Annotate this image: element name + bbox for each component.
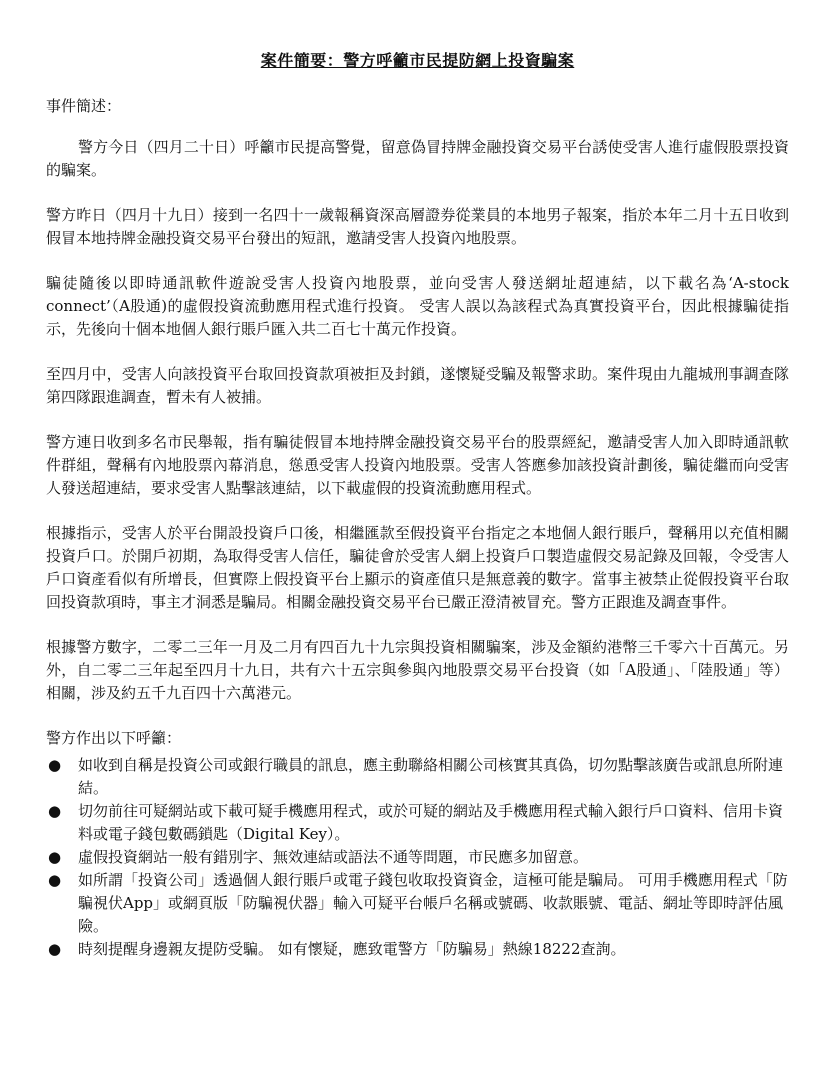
summary-label: 事件簡述： [46, 97, 122, 115]
bullet-icon: ● [48, 871, 62, 889]
appeal-item [46, 800, 789, 846]
appeal-text: 時刻提醒身邊親友提防受騙。 如有懷疑，應致電警方「防騙易」熱線18222查詢。 [78, 940, 626, 958]
appeal-text: 切勿前往可疑網站或下載可疑手機應用程式，或於可疑的網站及手機應用程式輸入銀行戶口資料、信用卡資料或電子錢包數碼鎖匙（Digital Key）。 [78, 802, 784, 843]
paragraph: 警方昨日（四月十九日）接到一名四十一歲報稱資深高層證券從業員的本地男子報案，指於本年二月十五日收到假冒本地持牌金融投資交易平台發出的短訊，邀請受害人投資內地股票。 [46, 206, 789, 247]
paragraph: 至四月中，受害人向該投資平台取回投資款項被拒及封鎖，遂懷疑受騙及報警求助。案件現由九龍城刑事調查隊第四隊跟進調查，暫未有人被捕。 [46, 365, 789, 406]
bullet-icon: ● [48, 848, 62, 866]
paragraph: 警方今日（四月二十日）呼籲市民提高警覺，留意偽冒持牌金融投資交易平台誘使受害人進行虛假股票投資的騙案。 [46, 138, 789, 179]
paragraph: 根據指示，受害人於平台開設投資戶口後，相繼匯款至假投資平台指定之本地個人銀行賬戶，聲稱用以充值相關投資戶口。於開戶初期，為取得受害人信任，騙徒會於受害人網上投資戶口製造虛假交易記錄及回報，令受害人戶口資產看似有所增長，但實際上假投資平台上顯示的資產值只是無意義的數字。當事主被禁止從假投資平台取回投資款項時，事主才洞悉是騙局。相關金融投資交易平台已嚴正澄清被冒充。警方正跟進及調查事件。 [46, 524, 789, 611]
bullet-icon: ● [48, 940, 62, 958]
appeal-item [46, 846, 789, 869]
appeal-list [46, 754, 789, 961]
appeal-text: 虛假投資網站一般有錯別字、無效連結或語法不通等問題，市民應多加留意。 [78, 848, 589, 866]
appeal-heading: 警方作出以下呼籲： [46, 729, 182, 747]
appeal-text: 如收到自稱是投資公司或銀行職員的訊息，應主動聯絡相關公司核實其真偽，切勿點擊該廣告或訊息所附連結。 [78, 756, 784, 797]
bullet-icon: ● [48, 802, 62, 820]
appeal-item [46, 754, 789, 800]
paragraph: 騙徒隨後以即時通訊軟件遊說受害人投資內地股票，並向受害人發送網址超連結，以下載名為‘A-stock connect’（A股通)的虛假投資流動應用程式進行投資。 受害人誤以為該程式為真實投資平台，因此根據騙徒指示，先後向十個本地個人銀行賬戶匯入共二百七十萬元作投資。 [46, 274, 789, 338]
bullet-icon: ● [48, 756, 62, 774]
appeal-item [46, 869, 789, 938]
appeal-item [46, 938, 789, 961]
document-title: 案件簡要：警方呼籲市民提防網上投資騙案 [260, 51, 575, 70]
appeal-text: 如所謂「投資公司」透過個人銀行賬戶或電子錢包收取投資資金，這極可能是騙局。 可用手機應用程式「防騙視伏App」或網頁版「防騙視伏器」輸入可疑平台帳戶名稱或號碼、收款賬號、電話、網址等即時評估風險。 [78, 871, 788, 935]
paragraph: 警方連日收到多名市民舉報，指有騙徒假冒本地持牌金融投資交易平台的股票經紀，邀請受害人加入即時通訊軟件群組，聲稱有內地股票內幕消息，慫恿受害人投資內地股票。受害人答應參加該投資計劃後，騙徒繼而向受害人發送超連結，要求受害人點擊該連結，以下載虛假的投資流動應用程式。 [46, 433, 789, 497]
paragraph: 根據警方數字，二零二三年一月及二月有四百九十九宗與投資相關騙案，涉及金額約港幣三千零六十百萬元。另外，自二零二三年起至四月十九日，共有六十五宗與參與內地股票交易平台投資（如「A股通」、「陸股通」等）相關，涉及約五千九百四十六萬港元。 [46, 638, 789, 702]
